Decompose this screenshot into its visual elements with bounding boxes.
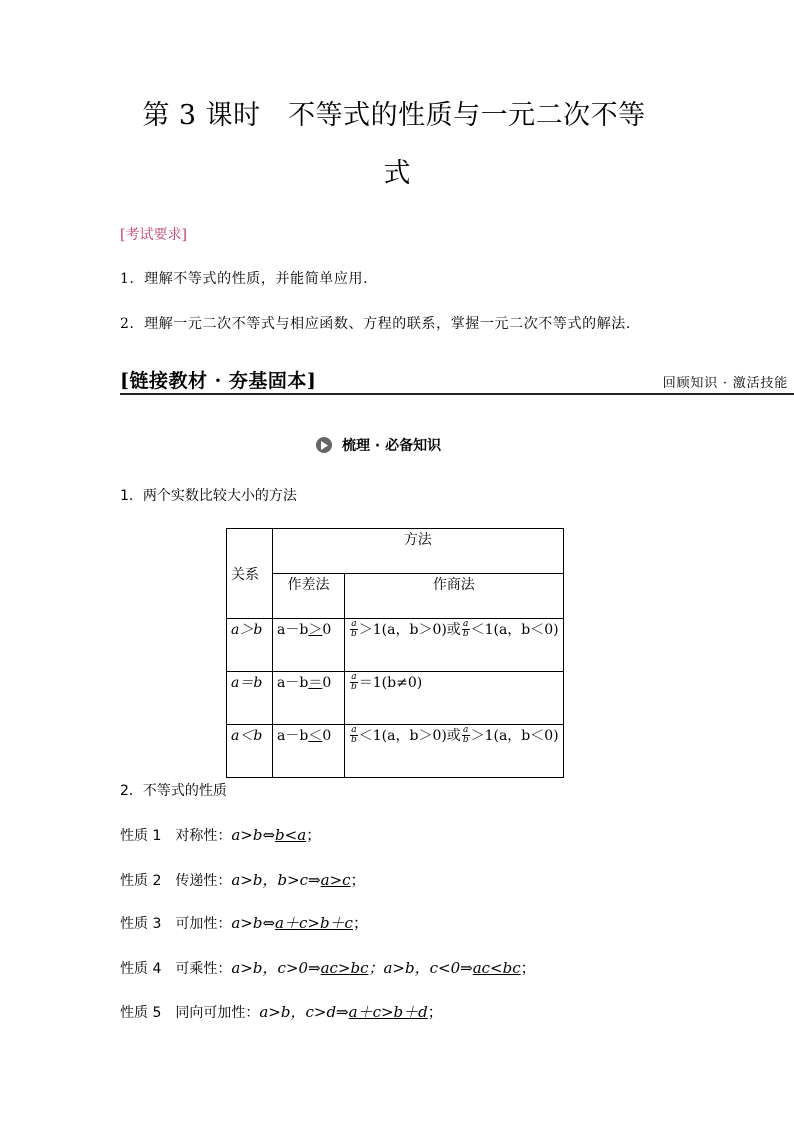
subsection-heading-1: 1．两个实数比较大小的方法	[120, 488, 297, 504]
requirement-item-2: 2．理解一元二次不等式与相应函数、方程的联系，掌握一元二次不等式的解法.	[120, 316, 631, 332]
section-banner-title: [链接教材 · 夯基固本]	[120, 370, 317, 392]
quotient-cell: $\frac{a}{b}$ ＞1(a，b＞0)或 $\frac{a}{b}$ ＜1(a，b＜0)	[345, 619, 564, 672]
header-relation: 关系	[227, 529, 273, 619]
comparison-table	[226, 528, 564, 778]
table-row	[227, 672, 564, 725]
fraction: $\frac{a}{b}$	[351, 618, 357, 639]
property-line: 性质 1 对称性：a>b⇔b<a；	[120, 826, 322, 844]
subsection-heading-2: 2．不等式的性质	[120, 783, 227, 799]
quotient-cell: $\frac{a}{b}$ ＜1(a，b＞0)或 $\frac{a}{b}$ ＞1(a，b＜0)	[345, 725, 564, 778]
fraction: $\frac{a}{b}$	[462, 724, 469, 745]
property-line: 性质 3 可加性：a>b⇔a＋c>b＋c；	[120, 914, 368, 932]
difference-cell: a－b＞0	[273, 619, 345, 672]
property-line: 性质 5 同向可加性：a>b，c>d⇒a＋c>b＋d；	[120, 1003, 443, 1021]
fraction: $\frac{a}{b}$	[351, 724, 357, 745]
header-difference-method: 作差法	[273, 574, 345, 619]
section-heading	[316, 434, 441, 456]
fraction: $\frac{a}{b}$	[462, 618, 469, 639]
requirements-label: [考试要求]	[120, 227, 187, 243]
requirement-item-1: 1．理解不等式的性质，并能简单应用.	[120, 271, 369, 287]
section-heading-label: 梳理 · 必备知识	[342, 438, 442, 454]
header-method: 方法	[273, 529, 564, 574]
difference-cell: a－b＜0	[273, 725, 345, 778]
property-line: 性质 4 可乘性：a>b，c>0⇒ac>bc；a>b，c<0⇒ac<bc；	[120, 959, 536, 977]
table-row	[227, 619, 564, 672]
relation-cell: a＞b	[227, 619, 273, 672]
difference-cell: a－b＝0	[273, 672, 345, 725]
page-title-line1: 第 3 课时 不等式的性质与一元二次不等	[142, 100, 646, 131]
banner-divider	[120, 393, 794, 395]
table-subheader-row	[227, 574, 564, 619]
table-header-row	[227, 529, 564, 574]
header-quotient-method: 作商法	[345, 574, 564, 619]
fraction: $\frac{a}{b}$	[351, 671, 357, 692]
relation-cell: a＜b	[227, 725, 273, 778]
table-row	[227, 725, 564, 778]
page-title-line2: 式	[383, 158, 411, 189]
quotient-cell: $\frac{a}{b}$ ＝1(b≠0)	[345, 672, 564, 725]
section-banner-subtitle: 回顾知识 · 激活技能	[662, 376, 788, 391]
relation-cell: a＝b	[227, 672, 273, 725]
play-icon	[316, 437, 332, 453]
property-line: 性质 2 传递性：a>b，b>c⇒a>c；	[120, 871, 366, 889]
